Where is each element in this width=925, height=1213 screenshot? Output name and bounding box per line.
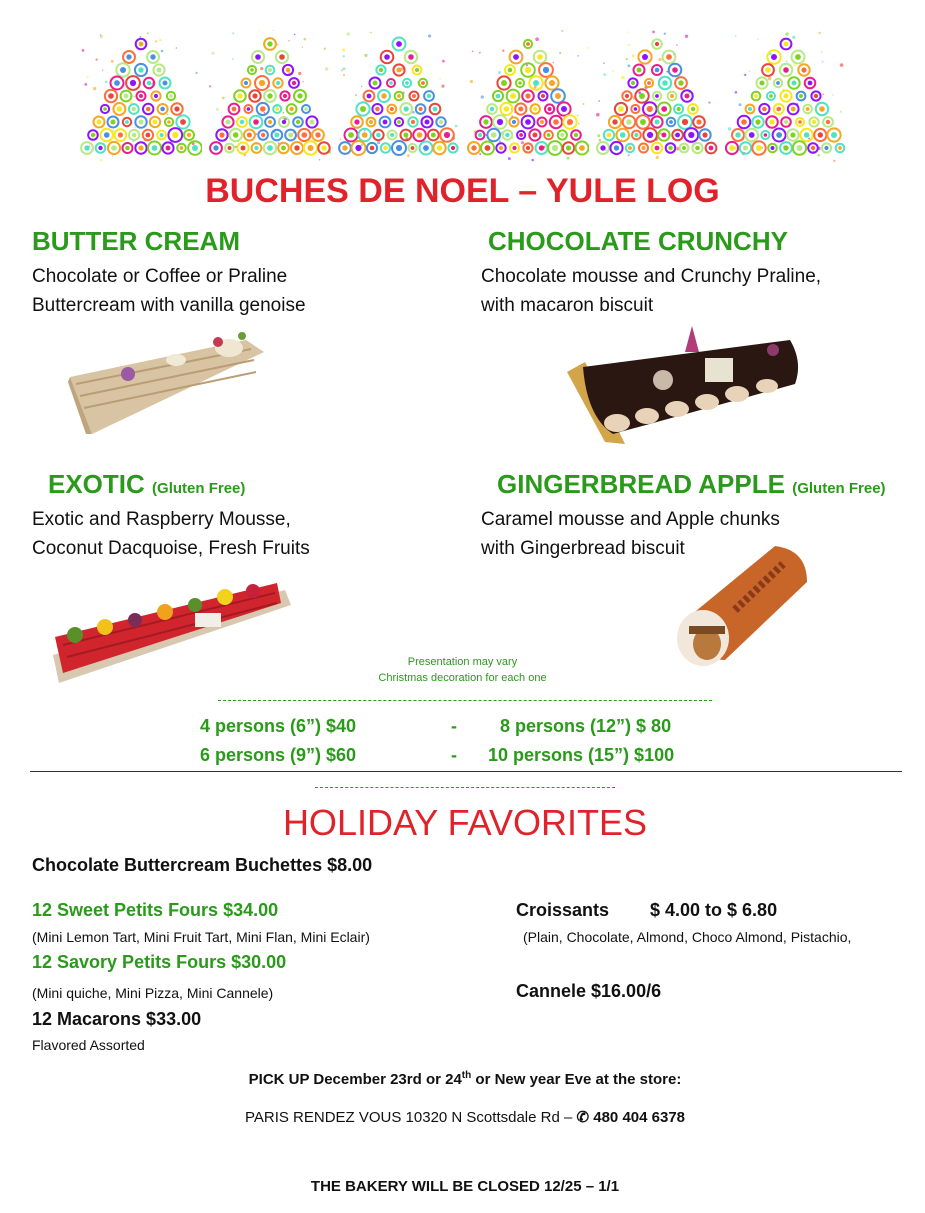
price-separator: - xyxy=(451,716,457,736)
macarons-item: 12 Macarons $33.00 xyxy=(32,1009,202,1029)
log-title-butter-cream: BUTTER CREAM xyxy=(32,226,240,256)
christmas-tree-image xyxy=(596,30,718,162)
price-10-persons: 10 persons (15”) $100 xyxy=(488,745,675,765)
price-8-persons: 8 persons (12”) $ 80 xyxy=(500,716,672,736)
log-title-chocolate-crunchy: CHOCOLATE CRUNCHY xyxy=(488,226,788,256)
christmas-tree-image xyxy=(338,30,460,162)
sweet-petits-fours-item: 12 Sweet Petits Fours $34.00 xyxy=(32,900,279,920)
presentation-note: Presentation may vary Christmas decoration for each one xyxy=(378,656,547,684)
gingerbread-apple-log-photo xyxy=(655,540,813,672)
butter-cream-log-photo xyxy=(66,322,266,437)
savory-petits-fours-item: 12 Savory Petits Fours $30.00 xyxy=(32,952,287,972)
dashed-divider xyxy=(315,787,615,788)
horizontal-rule xyxy=(30,771,902,772)
christmas-tree-image xyxy=(725,30,847,162)
phone-icon: ✆ xyxy=(576,1109,590,1126)
pickup-info: PICK UP December 23rd or 24th or New year Eve at the store: xyxy=(248,1070,682,1088)
christmas-tree-image xyxy=(467,30,589,162)
price-4-persons: 4 persons (6”) $40 xyxy=(200,716,357,736)
buchettes-item: Chocolate Buttercream Buchettes $8.00 xyxy=(32,855,373,875)
croissants-label: Croissants xyxy=(516,900,610,920)
chocolate-crunchy-log-photo xyxy=(565,322,805,447)
croissants-price: $ 4.00 to $ 6.80 xyxy=(650,900,778,920)
price-separator: - xyxy=(451,745,457,765)
log-desc-butter-cream: Chocolate or Coffee or Praline Buttercream with vanilla genoise xyxy=(32,266,306,316)
log-desc-gingerbread-apple: Caramel mousse and Apple chunks with Gingerbread biscuit xyxy=(481,509,780,559)
log-desc-exotic: Exotic and Raspberry Mousse, Coconut Dacquoise, Fresh Fruits xyxy=(32,509,310,559)
log-desc-chocolate-crunchy: Chocolate mousse and Crunchy Praline, with macaron biscuit xyxy=(481,266,822,316)
savory-petits-fours-desc: (Mini quiche, Mini Pizza, Mini Cannele) xyxy=(32,985,274,1001)
holiday-favorites-title: HOLIDAY FAVORITES xyxy=(282,802,648,843)
christmas-tree-image xyxy=(80,30,202,162)
price-6-persons: 6 persons (9”) $60 xyxy=(200,745,357,765)
sweet-petits-fours-desc: (Mini Lemon Tart, Mini Fruit Tart, Mini Flan, Mini Eclair) xyxy=(32,929,370,945)
closed-notice: THE BAKERY WILL BE CLOSED 12/25 – 1/1 xyxy=(310,1178,620,1195)
croissants-desc: (Plain, Chocolate, Almond, Choco Almond, Pistachio, xyxy=(523,929,852,945)
cannele-item: Cannele $16.00/6 xyxy=(516,981,662,1001)
store-address: PARIS RENDEZ VOUS 10320 N Scottsdale Rd – ✆ 480 404 6378 xyxy=(244,1109,686,1126)
christmas-tree-image xyxy=(209,30,331,162)
log-title-exotic: EXOTIC (Gluten Free) xyxy=(48,469,246,499)
page-title: BUCHES DE NOEL – YULE LOG xyxy=(205,172,720,210)
phone-number[interactable]: 480 404 6378 xyxy=(593,1109,686,1126)
log-title-gingerbread-apple: GINGERBREAD APPLE (Gluten Free) xyxy=(497,469,886,499)
macarons-desc: Flavored Assorted xyxy=(32,1037,145,1053)
dashed-divider xyxy=(218,700,712,701)
